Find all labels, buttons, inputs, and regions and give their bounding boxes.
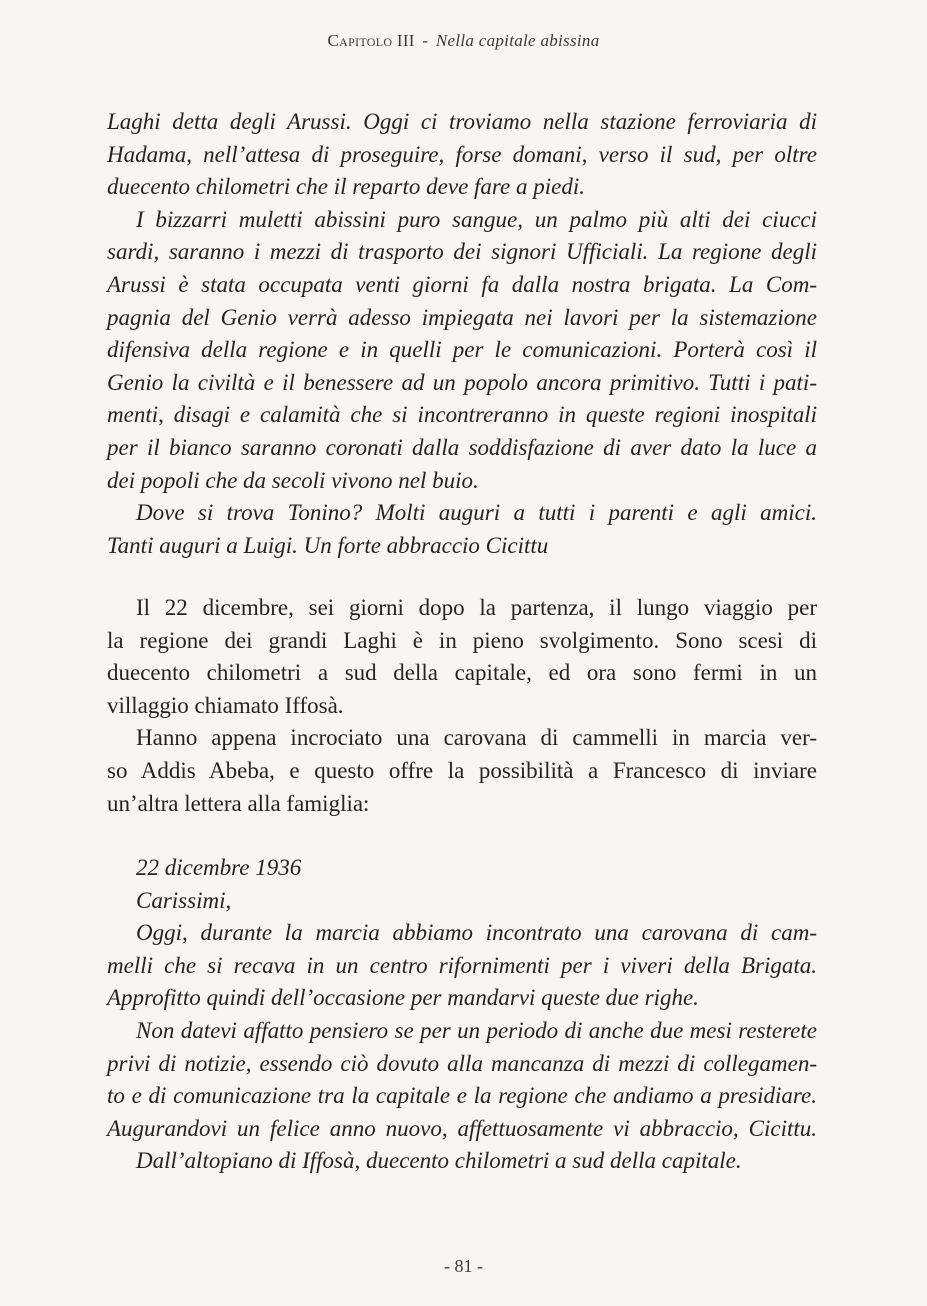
text-line: Augurandovi un felice anno nuovo, affettuosamente vi abbraccio, Cicittu. [107,1115,817,1141]
text-line: so Addis Abeba, e questo offre la possibilità a Francesco di inviare [107,757,817,783]
text-line: un’altra lettera alla famiglia: [107,790,370,816]
text-line: pagnia del Genio verrà adesso impiegata nei lavori per la sistemazione [107,304,817,330]
text-line: Dove si trova Tonino? Molti auguri a tutti i parenti e agli amici. [136,500,817,526]
text-line: I bizzarri muletti abissini puro sangue, un palmo più alti dei ciucci [136,206,817,232]
narrative-paragraphs [107,592,817,820]
text-line: dei popoli che da secoli vivono nel buio. [107,467,479,493]
chapter-label: Capitolo III [327,31,415,50]
text-line: villaggio chiamato Iffosà. [107,692,344,718]
text-line: duecento chilometri che il reparto deve fare a piedi. [107,174,585,200]
text-line: Hadama, nell’attesa di proseguire, forse domani, verso il sud, per oltre [107,141,817,167]
header-separator: - [422,31,429,50]
text-line: la regione dei grandi Laghi è in pieno svolgimento. Sono scesi di [107,627,817,653]
text-line: to e di comunicazione tra la capitale e la regione che andiamo a presidiare. [107,1083,817,1109]
text-line: Oggi, durante la marcia abbiamo incontrato una carovana di cam- [136,920,817,946]
text-line: Hanno appena incrociato una carovana di cammelli in marcia ver- [136,725,817,751]
text-line: Dall’altopiano di Iffosà, duecento chilometri a sud della capitale. [136,1148,742,1174]
running-header [0,31,927,51]
text-line: duecento chilometri a sud della capitale, ed ora sono fermi in un [107,660,817,686]
chapter-title: Nella capitale abissina [435,31,600,50]
letter-salutation: Carissimi, [136,887,232,913]
text-line: melli che si recava in un centro rifornimenti per i viveri della Brigata. [107,952,817,978]
page-number: - 81 - [444,1256,483,1276]
text-line: Il 22 dicembre, sei giorni dopo la partenza, il lungo viaggio per [136,595,817,620]
text-line: Laghi detta degli Arussi. Oggi ci troviamo nella stazione ferroviaria di [107,109,817,134]
text-line: Genio la civiltà e il benessere ad un popolo ancora primitivo. Tutti i pati- [107,369,817,395]
text-line: Non datevi affatto pensiero se per un periodo di anche due mesi resterete [136,1017,817,1043]
text-line: per il bianco saranno coronati dalla soddisfazione di aver dato la luce a [107,434,817,460]
text-line: Approfitto quindi dell’occasione per mandarvi queste due righe. [107,985,699,1011]
letter-excerpt-1 [107,106,817,562]
text-line: difensiva della regione e in quelli per le comunicazioni. Porterà così il [107,337,817,363]
text-line: Arussi è stata occupata venti giorni fa dalla nostra brigata. La Com- [107,271,817,297]
letter-date: 22 dicembre 1936 [136,855,302,880]
letter-signature-line: Tanti auguri a Luigi. Un forte abbraccio Cicittu [107,532,549,558]
text-line: privi di notizie, essendo ciò dovuto alla mancanza di mezzi di collegamen- [107,1050,817,1076]
text-line: menti, disagi e calamità che si incontreranno in queste regioni inospitali [107,402,817,428]
text-line: sardi, saranno i mezzi di trasporto dei signori Ufficiali. La regione degli [107,239,817,265]
letter-excerpt-2 [107,852,817,1178]
